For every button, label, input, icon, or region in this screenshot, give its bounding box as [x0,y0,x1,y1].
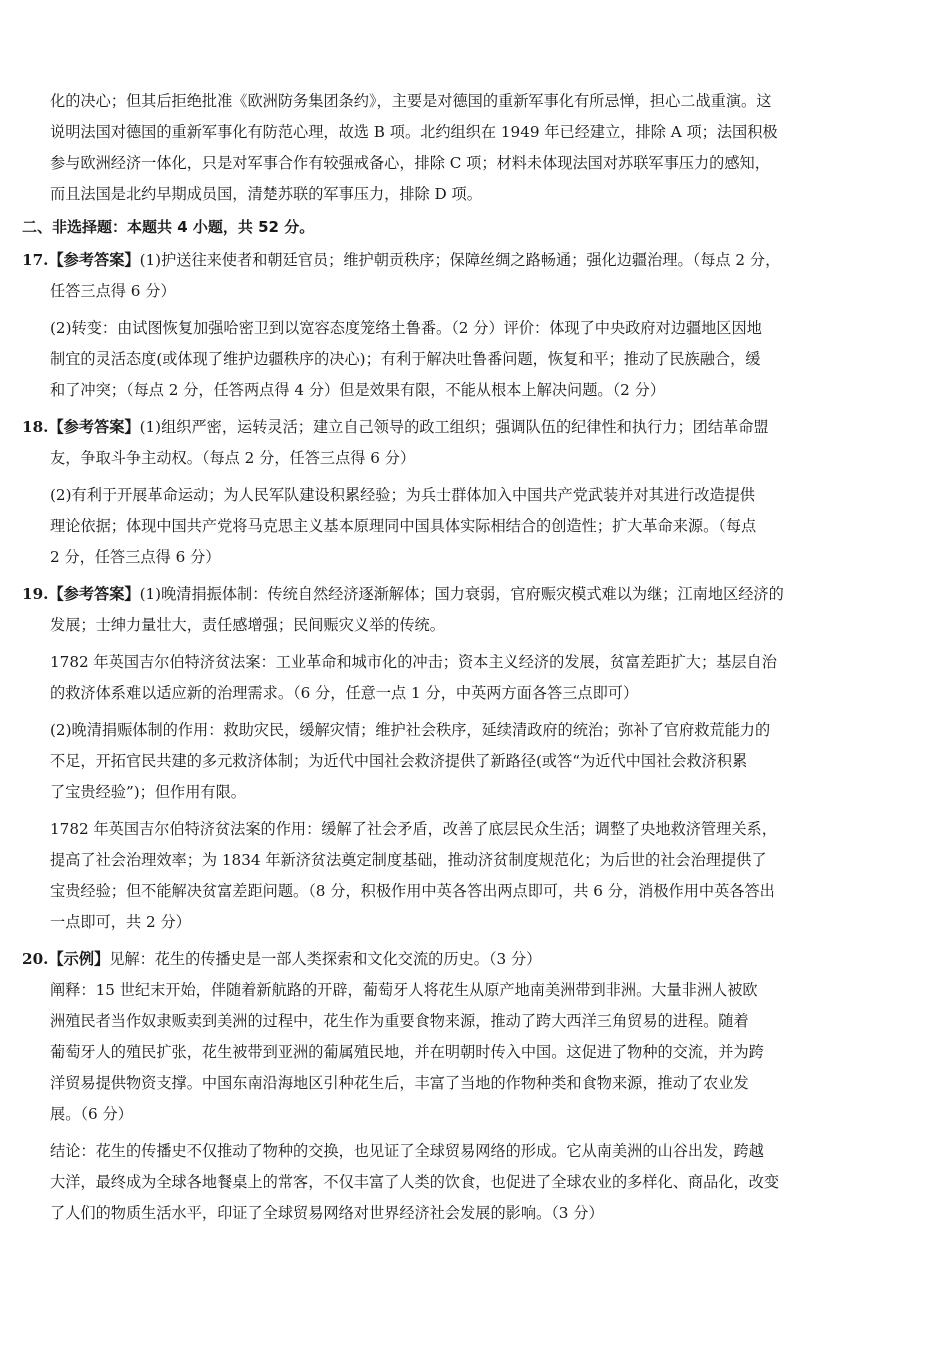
question-number: 20. [22,950,49,968]
question-number: 17. [22,251,49,269]
text-line: 和了冲突；（每点 2 分，任答两点得 4 分）但是效果有限，不能从根本上解决问题。（2 分） [50,381,666,399]
text-line: 制宜的灵活态度(或体现了维护边疆秩序的决心)；有利于解决吐鲁番问题，恢复和平；推动了民族融合，缓 [50,350,761,368]
question-18 [22,412,862,474]
q17-part-2 [22,313,862,406]
question-20 [22,944,862,975]
text-line: 1782 年英国吉尔伯特济贫法案：工业革命和城市化的冲击；资本主义经济的发展，贫富差距扩大；基层自治 [50,653,777,671]
text-line: 1782 年英国吉尔伯特济贫法案的作用：缓解了社会矛盾，改善了底层民众生活；调整了央地救济管理关系， [50,820,777,838]
text-line: 而且法国是北约早期成员国，清楚苏联的军事压力，排除 D 项。 [50,185,482,203]
text-line: 2 分，任答三点得 6 分） [50,548,221,566]
text-line: 化的决心；但其后拒绝批准《欧洲防务集团条约》，主要是对德国的重新军事化有所忌惮，担心二战重演。这 [50,92,772,110]
text-line: 结论：花生的传播史不仅推动了物种的交换，也见证了全球贸易网络的形成。它从南美洲的山谷出发，跨越 [50,1142,764,1160]
text-line [22,579,862,610]
text-line: (2)有利于开展革命运动；为人民军队建设积累经验；为兵士群体加入中国共产党武装并对其进行改造提供 [50,486,755,504]
q18-part-2 [22,480,862,573]
text-line: (2)晚清捐赈体制的作用：救助灾民，缓解灾情；维护社会秩序，延续清政府的统治；弥补了官府救荒能力的 [50,721,771,739]
text-line: 宝贵经验；但不能解决贫富差距问题。（8 分，积极作用中英各答出两点即可，共 6 分，消极作用中英各答出 [50,882,775,900]
text-line: 了宝贵经验”)；但作用有限。 [50,783,246,801]
q20-conclusion [22,1136,862,1229]
text-line: 理论依据；体现中国共产党将马克思主义基本原理同中国具体实际相结合的创造性；扩大革命来源。（每点 [50,517,757,535]
text-line [22,944,862,975]
text-line: 不足，开拓官民共建的多元救济体制；为近代中国社会救济提供了新路径(或答“为近代中国社会救济积累 [50,752,748,770]
answer-tag: 【参考答案】 [48,418,140,436]
line-text: 见解：花生的传播史是一部人类探索和文化交流的历史。（3 分） [109,950,542,968]
text-line [22,245,862,276]
line-text: (1)组织严密，运转灵活；建立自己领导的政工组织；强调队伍的纪律性和执行力；团结革命盟 [139,418,769,436]
text-line: 说明法国对德国的重新军事化有防范心理，故选 B 项。北约组织在 1949 年已经建立，排除 A 项；法国积极 [50,123,778,141]
text-line: 大洋，最终成为全球各地餐桌上的常客，不仅丰富了人类的饮食，也促进了全球农业的多样化、商品化，改变 [50,1173,779,1191]
text-line: 洲殖民者当作奴隶贩卖到美洲的过程中，花生作为重要食物来源，推动了跨大西洋三角贸易的进程。随着 [50,1012,749,1030]
q20-explanation [22,975,862,1130]
text-line: 任答三点得 6 分） [50,282,176,300]
text-line: 洋贸易提供物资支撑。中国东南沿海地区引种花生后，丰富了当地的作物种类和食物来源，推动了农业发 [50,1074,749,1092]
answer-tag: 【参考答案】 [48,251,140,269]
text-line: 一点即可，共 2 分） [50,913,191,931]
text-line: (2)转变：由试图恢复加强哈密卫到以宽容态度笼络土鲁番。（2 分）评价：体现了中央政府对边疆地区因地 [50,319,762,337]
text-line: 展。（6 分） [50,1105,133,1123]
text-line: 的救济体系难以适应新的治理需求。（6 分，任意一点 1 分，中英两方面各答三点即可） [50,684,639,702]
text-line: 提高了社会治理效率；为 1834 年新济贫法奠定制度基础，推动济贫制度规范化；为后世的社会治理提供了 [50,851,767,869]
section-heading: 二、非选择题：本题共 4 小题，共 52 分。 [22,218,315,236]
q19-part-2b [22,814,862,938]
question-number: 18. [22,418,49,436]
text-line: 参与欧洲经济一体化，只是对军事合作有较强戒备心，排除 C 项；材料未体现法国对苏联军事压力的感知， [50,154,770,172]
question-number: 19. [22,585,49,603]
q19-part-2 [22,715,862,808]
answer-content [22,86,862,1229]
question-19 [22,579,862,641]
text-line [22,412,862,443]
answer-tag: 【参考答案】 [48,585,140,603]
text-line: 葡萄牙人的殖民扩张，花生被带到亚洲的葡属殖民地，并在明朝时传入中国。这促进了物种的交流，并为跨 [50,1043,764,1061]
q19-part-1b [22,647,862,709]
text-line: 阐释：15 世纪末开始，伴随着新航路的开辟，葡萄牙人将花生从原产地南美洲带到非洲。大量非洲人被欧 [50,981,758,999]
line-text: (1)护送往来使者和朝廷官员；维护朝贡秩序；保障丝绸之路畅通；强化边疆治理。（每点 2 分， [139,251,781,269]
question-17 [22,245,862,307]
text-line: 了人们的物质生活水平，印证了全球贸易网络对世界经济社会发展的影响。（3 分） [50,1204,604,1222]
answer-tag: 【示例】 [48,950,110,968]
text-line: 友，争取斗争主动权。（每点 2 分，任答三点得 6 分） [50,449,416,467]
text-line: 发展；士绅力量壮大，责任感增强；民间赈灾义举的传统。 [50,616,445,634]
line-text: (1)晚清捐振体制：传统自然经济逐渐解体；国力衰弱，官府赈灾模式难以为继；江南地区经济的 [139,585,784,603]
intro-paragraph [22,86,862,210]
